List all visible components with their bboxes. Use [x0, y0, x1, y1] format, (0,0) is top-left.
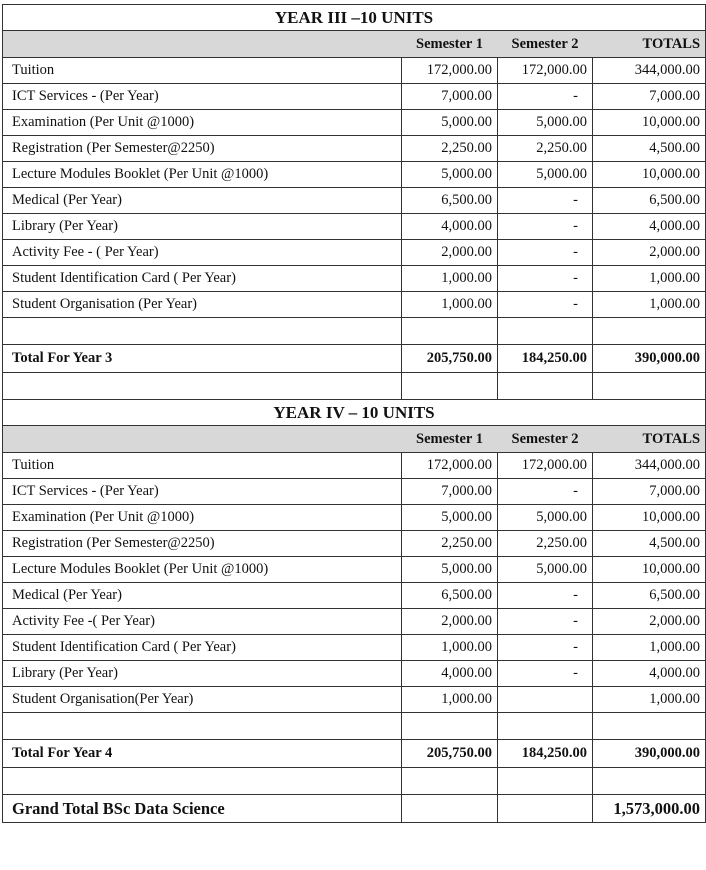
- blank-cell: [593, 768, 706, 795]
- total-amount: 1,000.00: [593, 266, 706, 292]
- table-row: [3, 214, 706, 240]
- table-row: [3, 136, 706, 162]
- total-amount: 344,000.00: [593, 58, 706, 84]
- blank-cell: [402, 318, 498, 345]
- semester-2-amount: -: [498, 609, 593, 635]
- year3-title: YEAR III –10 UNITS: [3, 5, 706, 31]
- year3-after-blank-row: [3, 373, 706, 400]
- year4-header-row: [3, 426, 706, 453]
- fee-item-label: Medical (Per Year): [3, 583, 402, 609]
- total-amount: 2,000.00: [593, 240, 706, 266]
- year-total-semester-1: 205,750.00: [402, 740, 498, 768]
- year-total-semester-2: 184,250.00: [498, 345, 593, 373]
- semester-1-amount: 7,000.00: [402, 479, 498, 505]
- year4-title: YEAR IV – 10 UNITS: [3, 400, 706, 426]
- table-row: [3, 505, 706, 531]
- total-amount: 10,000.00: [593, 557, 706, 583]
- semester-2-amount: -: [498, 266, 593, 292]
- fee-item-label: Registration (Per Semester@2250): [3, 531, 402, 557]
- table-row: [3, 583, 706, 609]
- header-semester-1: Semester 1: [402, 426, 498, 453]
- semester-1-amount: 1,000.00: [402, 635, 498, 661]
- fee-structure-sheet: [2, 4, 705, 823]
- semester-1-amount: 5,000.00: [402, 505, 498, 531]
- semester-2-amount: 172,000.00: [498, 58, 593, 84]
- table-row: [3, 292, 706, 318]
- semester-2-amount: -: [498, 479, 593, 505]
- table-row: [3, 453, 706, 479]
- fee-item-label: Lecture Modules Booklet (Per Unit @1000): [3, 162, 402, 188]
- year4-after-blank-row: [3, 768, 706, 795]
- semester-1-amount: 1,000.00: [402, 292, 498, 318]
- semester-1-amount: 2,250.00: [402, 531, 498, 557]
- total-amount: 6,500.00: [593, 188, 706, 214]
- semester-2-amount: -: [498, 84, 593, 110]
- table-row: [3, 162, 706, 188]
- semester-2-amount: -: [498, 214, 593, 240]
- semester-1-amount: 2,000.00: [402, 609, 498, 635]
- total-amount: 4,500.00: [593, 136, 706, 162]
- blank-cell: [498, 713, 593, 740]
- table-row: [3, 58, 706, 84]
- grand-total-label: Grand Total BSc Data Science: [3, 795, 402, 823]
- fee-item-label: Tuition: [3, 453, 402, 479]
- semester-1-amount: 1,000.00: [402, 266, 498, 292]
- semester-2-amount: 2,250.00: [498, 136, 593, 162]
- semester-2-amount: -: [498, 292, 593, 318]
- fee-item-label: Student Identification Card ( Per Year): [3, 266, 402, 292]
- semester-1-amount: 4,000.00: [402, 661, 498, 687]
- blank-cell: [3, 768, 402, 795]
- total-amount: 344,000.00: [593, 453, 706, 479]
- fee-table: [2, 4, 706, 823]
- semester-2-amount: -: [498, 583, 593, 609]
- semester-2-amount: [498, 687, 593, 713]
- total-amount: 1,000.00: [593, 635, 706, 661]
- table-row: [3, 479, 706, 505]
- table-row: [3, 635, 706, 661]
- fee-item-label: Library (Per Year): [3, 214, 402, 240]
- header-semester-2: Semester 2: [498, 31, 593, 58]
- fee-item-label: Student Identification Card ( Per Year): [3, 635, 402, 661]
- fee-item-label: Student Organisation(Per Year): [3, 687, 402, 713]
- blank-cell: [498, 318, 593, 345]
- total-amount: 1,000.00: [593, 292, 706, 318]
- table-row: [3, 661, 706, 687]
- blank-cell: [402, 768, 498, 795]
- total-amount: 4,000.00: [593, 661, 706, 687]
- year-total-semester-1: 205,750.00: [402, 345, 498, 373]
- header-totals: TOTALS: [593, 426, 706, 453]
- fee-item-label: Registration (Per Semester@2250): [3, 136, 402, 162]
- blank-cell: [3, 373, 402, 400]
- fee-item-label: ICT Services - (Per Year): [3, 84, 402, 110]
- total-amount: 7,000.00: [593, 84, 706, 110]
- header-totals: TOTALS: [593, 31, 706, 58]
- fee-item-label: Lecture Modules Booklet (Per Unit @1000): [3, 557, 402, 583]
- table-row: [3, 557, 706, 583]
- year4-blank-row: [3, 713, 706, 740]
- semester-1-amount: 5,000.00: [402, 110, 498, 136]
- year3-header-row: [3, 31, 706, 58]
- blank-cell: [498, 768, 593, 795]
- table-row: [3, 609, 706, 635]
- grand-total-blank: [498, 795, 593, 823]
- semester-2-amount: -: [498, 188, 593, 214]
- total-amount: 10,000.00: [593, 162, 706, 188]
- header-semester-1: Semester 1: [402, 31, 498, 58]
- semester-1-amount: 4,000.00: [402, 214, 498, 240]
- total-amount: 2,000.00: [593, 609, 706, 635]
- blank-cell: [593, 373, 706, 400]
- fee-item-label: Tuition: [3, 58, 402, 84]
- blank-cell: [402, 373, 498, 400]
- semester-2-amount: -: [498, 661, 593, 687]
- table-row: [3, 531, 706, 557]
- blank-cell: [3, 713, 402, 740]
- blank-cell: [593, 318, 706, 345]
- table-row: [3, 110, 706, 136]
- table-row: [3, 687, 706, 713]
- table-row: [3, 240, 706, 266]
- year-total-amount: 390,000.00: [593, 740, 706, 768]
- semester-1-amount: 6,500.00: [402, 188, 498, 214]
- semester-2-amount: 2,250.00: [498, 531, 593, 557]
- fee-item-label: Medical (Per Year): [3, 188, 402, 214]
- blank-cell: [402, 713, 498, 740]
- year3-blank-row: [3, 318, 706, 345]
- header-blank: [3, 31, 402, 58]
- semester-1-amount: 6,500.00: [402, 583, 498, 609]
- fee-item-label: Examination (Per Unit @1000): [3, 110, 402, 136]
- total-amount: 7,000.00: [593, 479, 706, 505]
- fee-table-body: [3, 5, 706, 823]
- header-blank: [3, 426, 402, 453]
- table-row: [3, 84, 706, 110]
- total-amount: 10,000.00: [593, 505, 706, 531]
- total-amount: 10,000.00: [593, 110, 706, 136]
- grand-total-row: [3, 795, 706, 823]
- semester-1-amount: 5,000.00: [402, 162, 498, 188]
- year3-title-row: [3, 5, 706, 31]
- year-total-label: Total For Year 3: [3, 345, 402, 373]
- fee-item-label: Library (Per Year): [3, 661, 402, 687]
- fee-item-label: Student Organisation (Per Year): [3, 292, 402, 318]
- semester-1-amount: 2,000.00: [402, 240, 498, 266]
- semester-2-amount: -: [498, 240, 593, 266]
- total-amount: 6,500.00: [593, 583, 706, 609]
- total-amount: 4,500.00: [593, 531, 706, 557]
- header-semester-2: Semester 2: [498, 426, 593, 453]
- semester-2-amount: 5,000.00: [498, 557, 593, 583]
- semester-2-amount: 5,000.00: [498, 110, 593, 136]
- semester-2-amount: 5,000.00: [498, 162, 593, 188]
- fee-item-label: Examination (Per Unit @1000): [3, 505, 402, 531]
- blank-cell: [3, 318, 402, 345]
- year-total-label: Total For Year 4: [3, 740, 402, 768]
- fee-item-label: ICT Services - (Per Year): [3, 479, 402, 505]
- semester-1-amount: 172,000.00: [402, 58, 498, 84]
- semester-2-amount: 5,000.00: [498, 505, 593, 531]
- year-total-amount: 390,000.00: [593, 345, 706, 373]
- semester-1-amount: 172,000.00: [402, 453, 498, 479]
- table-row: [3, 188, 706, 214]
- year-total-semester-2: 184,250.00: [498, 740, 593, 768]
- year3-total-row: [3, 345, 706, 373]
- fee-item-label: Activity Fee - ( Per Year): [3, 240, 402, 266]
- grand-total-amount: 1,573,000.00: [593, 795, 706, 823]
- year4-title-row: [3, 400, 706, 426]
- year4-total-row: [3, 740, 706, 768]
- grand-total-blank: [402, 795, 498, 823]
- semester-1-amount: 2,250.00: [402, 136, 498, 162]
- total-amount: 1,000.00: [593, 687, 706, 713]
- blank-cell: [498, 373, 593, 400]
- table-row: [3, 266, 706, 292]
- semester-2-amount: 172,000.00: [498, 453, 593, 479]
- fee-item-label: Activity Fee -( Per Year): [3, 609, 402, 635]
- total-amount: 4,000.00: [593, 214, 706, 240]
- semester-1-amount: 1,000.00: [402, 687, 498, 713]
- blank-cell: [593, 713, 706, 740]
- semester-1-amount: 5,000.00: [402, 557, 498, 583]
- semester-2-amount: -: [498, 635, 593, 661]
- semester-1-amount: 7,000.00: [402, 84, 498, 110]
